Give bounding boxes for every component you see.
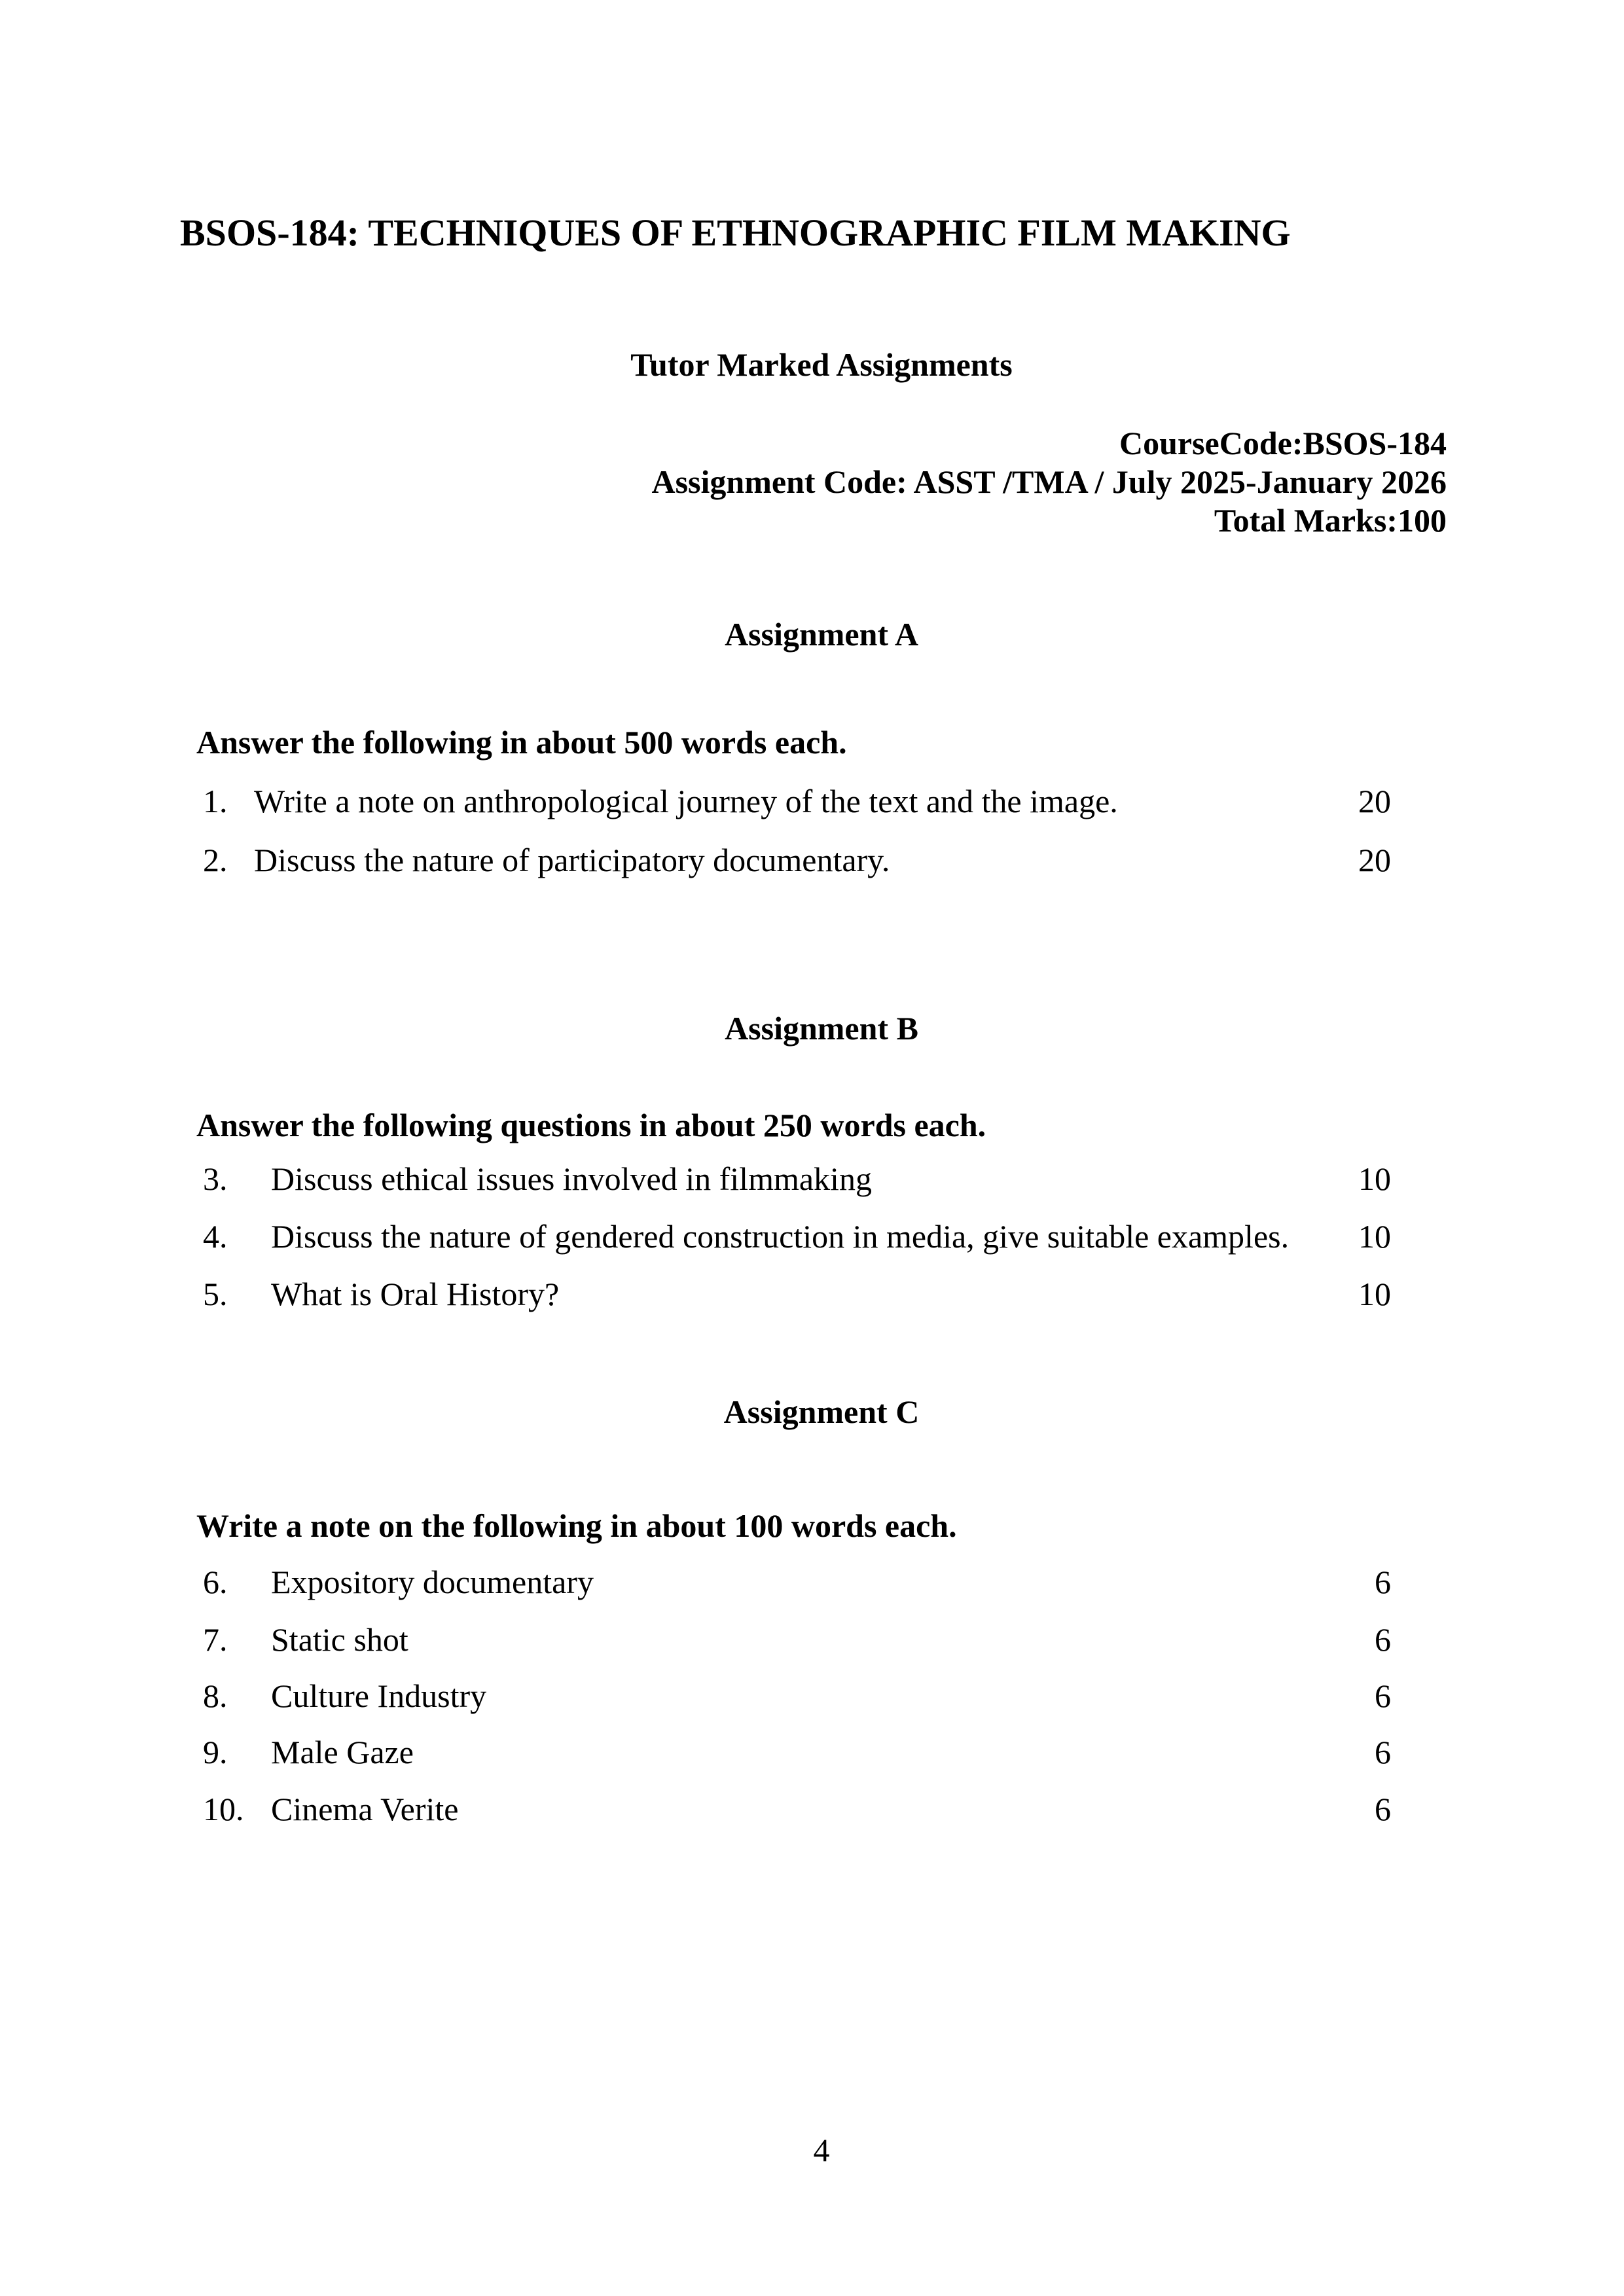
instruction-assignment-c: Write a note on the following in about 100 words each. <box>196 1507 957 1544</box>
page-title: BSOS-184: TECHNIQUES OF ETHNOGRAPHIC FILM MAKING <box>180 211 1291 254</box>
instruction-assignment-a: Answer the following in about 500 words each. <box>196 724 847 761</box>
question-marks: 6 <box>1375 1621 1391 1658</box>
question-number: 1. <box>203 783 228 819</box>
question-marks: 6 <box>1375 1677 1391 1714</box>
question-marks: 10 <box>1358 1276 1391 1312</box>
question-text: Expository documentary <box>271 1564 594 1600</box>
question-text: Cinema Verite <box>271 1791 459 1827</box>
question-row <box>203 1217 1391 1255</box>
question-number: 2. <box>203 842 228 878</box>
question-row <box>203 1677 1391 1715</box>
question-row <box>203 1160 1391 1198</box>
question-number: 8. <box>203 1677 228 1714</box>
section-heading-assignment-a: Assignment A <box>725 616 918 653</box>
section-heading-assignment-b: Assignment B <box>725 1010 918 1047</box>
question-row <box>203 1621 1391 1659</box>
question-row <box>203 782 1391 820</box>
question-text: Discuss ethical issues involved in filmmaking <box>271 1160 872 1197</box>
document-subtitle: Tutor Marked Assignments <box>630 346 1013 383</box>
question-marks: 10 <box>1358 1218 1391 1255</box>
question-text: Male Gaze <box>271 1734 414 1770</box>
section-heading-assignment-c: Assignment C <box>723 1393 920 1430</box>
question-marks: 6 <box>1375 1734 1391 1770</box>
question-marks: 20 <box>1358 842 1391 878</box>
question-number: 4. <box>203 1218 228 1255</box>
question-text: What is Oral History? <box>271 1276 560 1312</box>
total-marks: Total Marks:100 <box>1214 502 1447 539</box>
course-code: CourseCode:BSOS-184 <box>1119 425 1447 461</box>
instruction-assignment-b: Answer the following questions in about 250 words each. <box>196 1107 986 1143</box>
question-row <box>203 841 1391 879</box>
question-number: 7. <box>203 1621 228 1658</box>
question-number: 6. <box>203 1564 228 1600</box>
question-row <box>203 1275 1391 1313</box>
assignment-code: Assignment Code: ASST /TMA / July 2025-January 2026 <box>651 463 1447 500</box>
question-marks: 6 <box>1375 1791 1391 1827</box>
question-text: Discuss the nature of participatory documentary. <box>254 842 890 878</box>
question-number: 3. <box>203 1160 228 1197</box>
page-number: 4 <box>813 2132 830 2168</box>
question-row <box>203 1733 1391 1771</box>
question-text: Write a note on anthropological journey of the text and the image. <box>254 783 1118 819</box>
question-number: 9. <box>203 1734 228 1770</box>
question-marks: 10 <box>1358 1160 1391 1197</box>
question-number: 10. <box>203 1791 244 1827</box>
question-row <box>203 1790 1391 1828</box>
question-text: Culture Industry <box>271 1677 487 1714</box>
question-marks: 20 <box>1358 783 1391 819</box>
question-text: Discuss the nature of gendered construction in media, give suitable examples. <box>271 1218 1290 1255</box>
question-row <box>203 1563 1391 1601</box>
question-text: Static shot <box>271 1621 408 1658</box>
question-marks: 6 <box>1375 1564 1391 1600</box>
question-number: 5. <box>203 1276 228 1312</box>
